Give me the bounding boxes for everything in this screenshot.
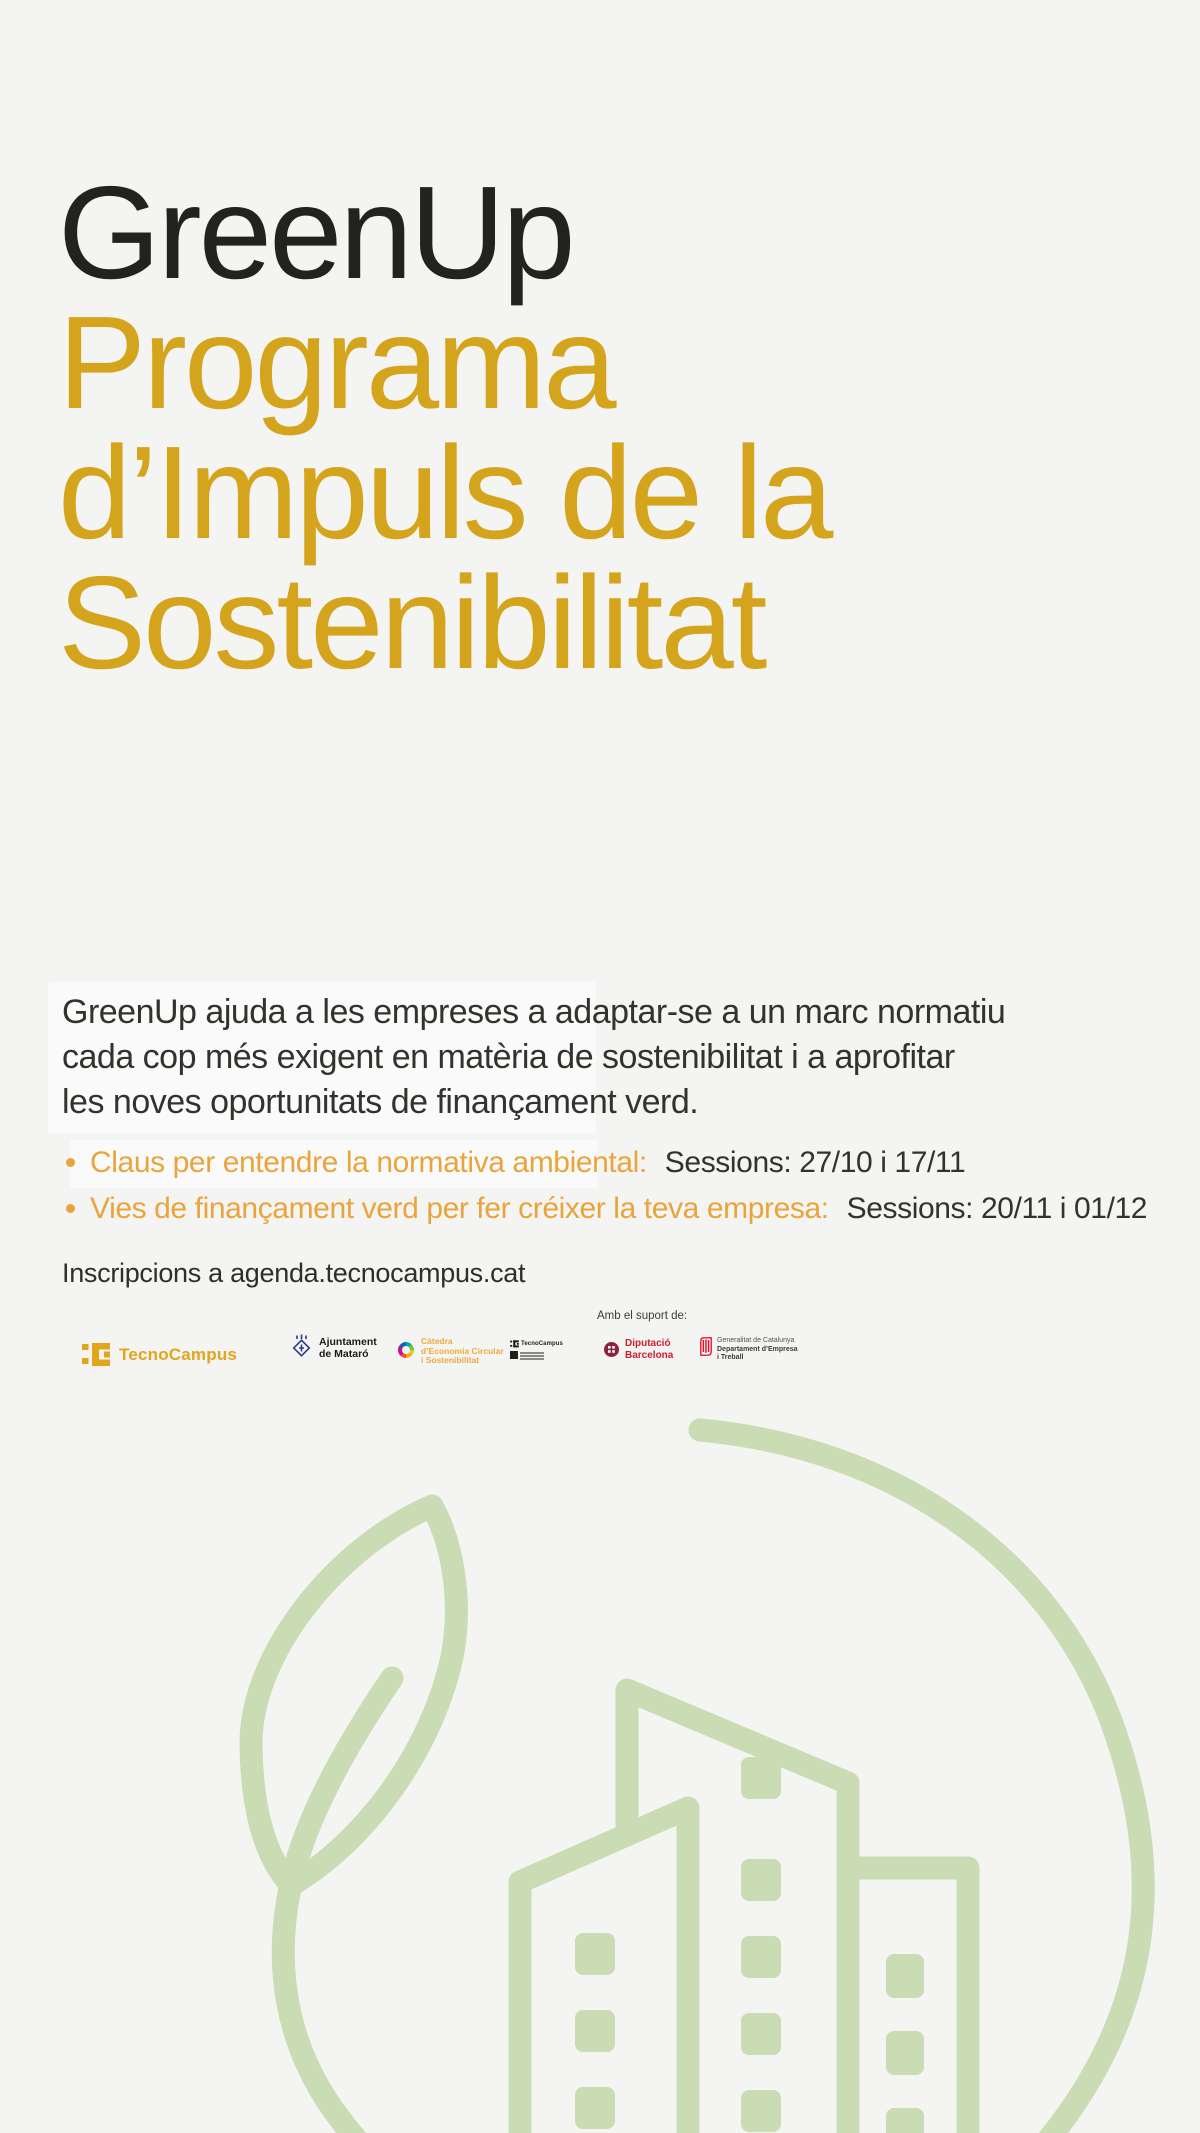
building-middle xyxy=(627,1690,848,2133)
subtitle-line-2: d’Impuls de la xyxy=(58,419,831,566)
generalitat-line-2: Departament d’Empresa xyxy=(717,1345,798,1353)
intro-paragraph xyxy=(62,990,1005,1125)
building-windows xyxy=(575,1757,924,2133)
bullet-highlight: Vies de finançament verd per fer créixer la teva empresa: xyxy=(90,1192,829,1225)
subtitle-line-1: Programa xyxy=(58,289,614,436)
bullet-detail: Sessions: 20/11 i 01/12 xyxy=(846,1192,1148,1225)
generalitat-line-3: i Treball xyxy=(717,1354,744,1361)
leaf-icon xyxy=(251,1506,456,1885)
session-list xyxy=(64,1146,1147,1238)
catedra-line-3: i Sostenibilitat xyxy=(421,1355,480,1365)
window xyxy=(741,1859,781,1901)
window xyxy=(886,2108,924,2133)
ajuntament-label xyxy=(319,1336,377,1360)
diputacio-circle-icon xyxy=(604,1342,619,1357)
bullet-dot-icon xyxy=(66,1204,75,1213)
generalitat-senyera-icon xyxy=(700,1337,712,1356)
subtitle-line-3: Sostenibilitat xyxy=(58,549,765,696)
window xyxy=(575,1933,615,1975)
catedra-line-2: d’Economia Circular xyxy=(421,1345,504,1356)
bullet-dot-icon xyxy=(66,1158,75,1167)
logo-generalitat-catalunya xyxy=(700,1337,798,1363)
ajuntament-crest-icon xyxy=(292,1334,311,1362)
mini-mark-square-icon xyxy=(510,1351,518,1359)
mini-mark-row xyxy=(510,1340,563,1348)
logo-diputacio-barcelona xyxy=(604,1338,673,1361)
mini-mark-fineprint xyxy=(510,1351,544,1360)
logo-tecnocampus xyxy=(82,1342,237,1368)
logo-tecnocampus-mini xyxy=(510,1340,563,1360)
support-label: Amb el suport de: xyxy=(597,1310,688,1322)
window xyxy=(741,2013,781,2055)
leaf-stem xyxy=(283,1678,392,2133)
catedra-ring-icon xyxy=(398,1342,414,1358)
window xyxy=(886,1954,924,1998)
window xyxy=(741,1936,781,1978)
tecnocampus-logo-label: TecnoCampus xyxy=(119,1345,238,1364)
bullet-item xyxy=(64,1192,1147,1226)
bullet-detail: Sessions: 27/10 i 17/11 xyxy=(664,1146,966,1179)
page-title: GreenUp xyxy=(58,159,573,306)
window xyxy=(575,2010,615,2052)
tecnocampus-logo-icon xyxy=(82,1342,110,1368)
logo-catedra-economia-circular xyxy=(398,1337,504,1366)
diputacio-label xyxy=(625,1338,673,1361)
window xyxy=(741,1757,781,1799)
window xyxy=(741,2090,781,2132)
catedra-line-1: Càtedra xyxy=(421,1336,453,1346)
mini-mark-lines xyxy=(520,1351,544,1360)
tecnocampus-mini-icon xyxy=(510,1340,519,1348)
title-block xyxy=(58,159,831,696)
building-left xyxy=(520,1808,688,2133)
catedra-label xyxy=(421,1337,504,1366)
logo-ajuntament-mataro xyxy=(292,1334,377,1362)
registration-text: Inscripcions a agenda.tecnocampus.cat xyxy=(62,1258,526,1288)
generalitat-line-1: Generalitat de Catalunya xyxy=(717,1337,795,1344)
diputacio-line-2: Barcelona xyxy=(625,1349,674,1361)
ajuntament-line-2: de Mataró xyxy=(319,1348,369,1360)
intro-line-3: les noves oportunitats de finançament verd. xyxy=(62,1083,699,1121)
circle-arc xyxy=(700,1430,1143,2133)
ajuntament-line-1: Ajuntament xyxy=(319,1336,377,1348)
window xyxy=(886,2031,924,2075)
bullet-item xyxy=(64,1146,1147,1180)
bullet-highlight: Claus per entendre la normativa ambiental: xyxy=(90,1146,647,1179)
diputacio-line-1: Diputació xyxy=(625,1338,671,1349)
generalitat-label xyxy=(717,1337,798,1363)
intro-line-2: cada cop més exigent en matèria de sostenibilitat i a aprofitar xyxy=(62,1038,955,1076)
tecnocampus-mini-label: TecnoCampus xyxy=(521,1341,563,1347)
intro-line-1: GreenUp ajuda a les empreses a adaptar-se a un marc normatiu xyxy=(62,993,1006,1031)
window xyxy=(575,2087,615,2129)
building-right xyxy=(848,1868,968,2133)
